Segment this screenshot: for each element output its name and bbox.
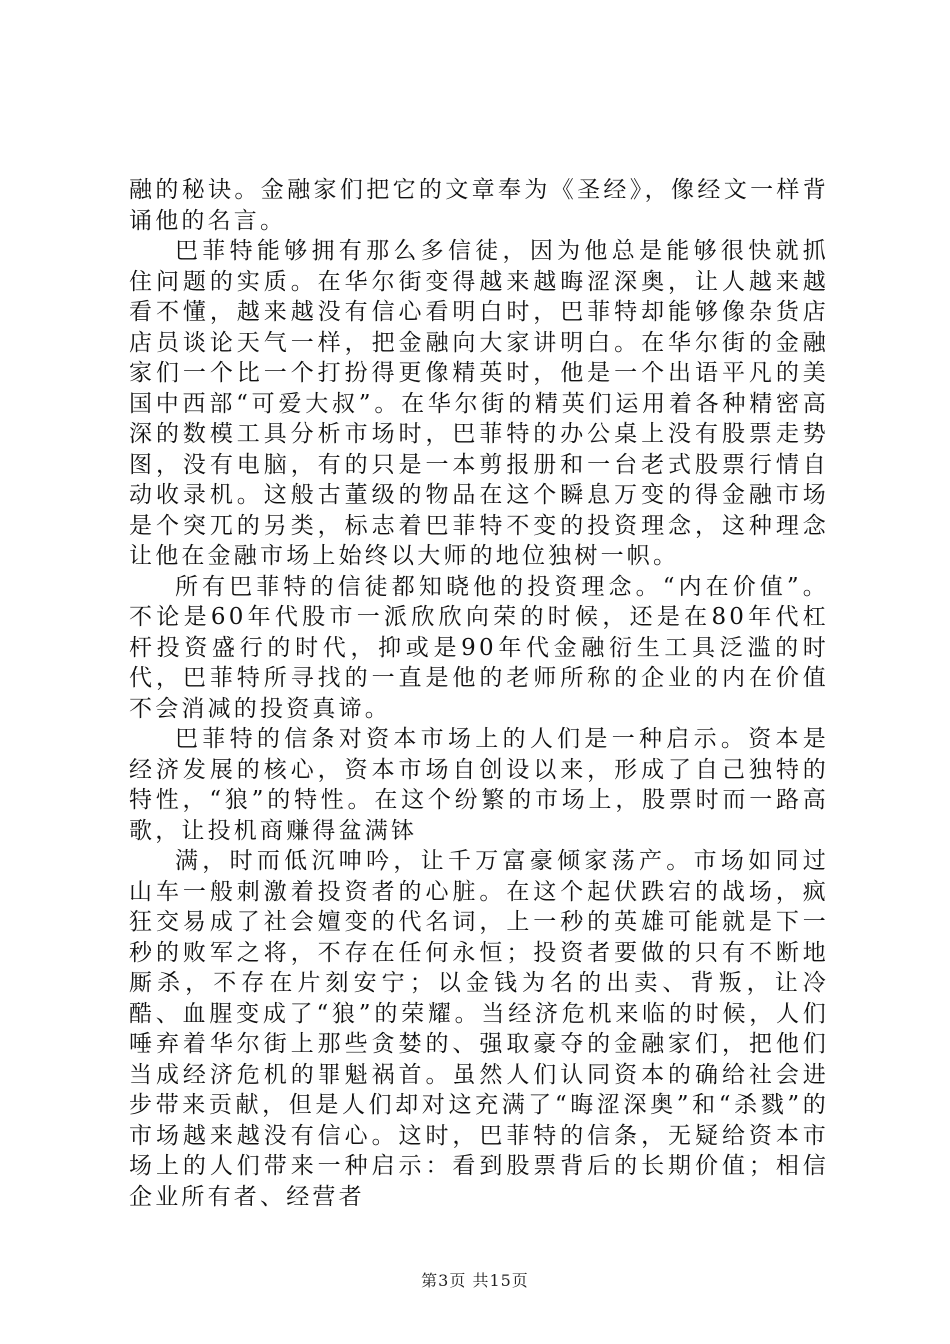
paragraph-3: 所有巴菲特的信徒都知晓他的投资理念。“内在价值”。不论是60年代股市一派欣欣向荣的时候，还是在80年代杠杆投资盛行的时代，抑或是90年代金融衍生工具泛滥的时代，巴菲特所寻找的一直是他的老师所称的企业的内在价值不会消减的投资真谛。 xyxy=(129,573,829,722)
paragraph-2: 巴菲特能够拥有那么多信徒，因为他总是能够很快就抓住问题的实质。在华尔街变得越来越晦涩深奥，让人越来越看不懂，越来越没有信心看明白时，巴菲特却能够像杂货店店员谈论天气一样，把金融向大家讲明白。在华尔街的金融家们一个比一个打扮得更像精英时，他是一个出语平凡的美国中西部“可爱大叔”。在华尔街的精英们运用着各种精密高深的数模工具分析市场时，巴菲特的办公桌上没有股票走势图，没有电脑，有的只是一本剪报册和一台老式股票行情自动收录机。这般古董级的物品在这个瞬息万变的得金融市场是个突兀的另类，标志着巴菲特不变的投资理念，这种理念让他在金融市场上始终以大师的地位独树一帜。 xyxy=(129,238,829,569)
page-footer: 第3页 共15页 xyxy=(421,1271,529,1290)
paragraph-5: 满，时而低沉呻吟，让千万富豪倾家荡产。市场如同过山车一般刺激着投资者的心脏。在这个起伏跌宕的战场，疯狂交易成了社会嬗变的代名词，上一秒的英雄可能就是下一秒的败军之将，不存在任何永恒；投资者要做的只有不断地厮杀，不存在片刻安宁；以金钱为名的出卖、背叛，让冷酷、血腥变成了“狼”的荣耀。当经济危机来临的时候，人们唾弃着华尔街上那些贪婪的、强取豪夺的金融家们，把他们当成经济危机的罪魁祸首。虽然人们认同资本的确给社会进步带来贡献，但是人们却对这充满了“晦涩深奥”和“杀戮”的市场越来越没有信心。这时，巴菲特的信条，无疑给资本市场上的人们带来一种启示：看到股票背后的长期价值；相信企业所有者、经营者 xyxy=(129,848,829,1210)
paragraph-1: 融的秘诀。金融家们把它的文章奉为《圣经》，像经文一样背诵他的名言。 xyxy=(129,177,829,234)
document-body xyxy=(129,175,829,1212)
paragraph-4: 巴菲特的信条对资本市场上的人们是一种启示。资本是经济发展的核心，资本市场自创设以来，形成了自己独特的特性，“狼”的特性。在这个纷繁的市场上，股票时而一路高歌，让投机商赚得盆满钵 xyxy=(129,726,829,844)
